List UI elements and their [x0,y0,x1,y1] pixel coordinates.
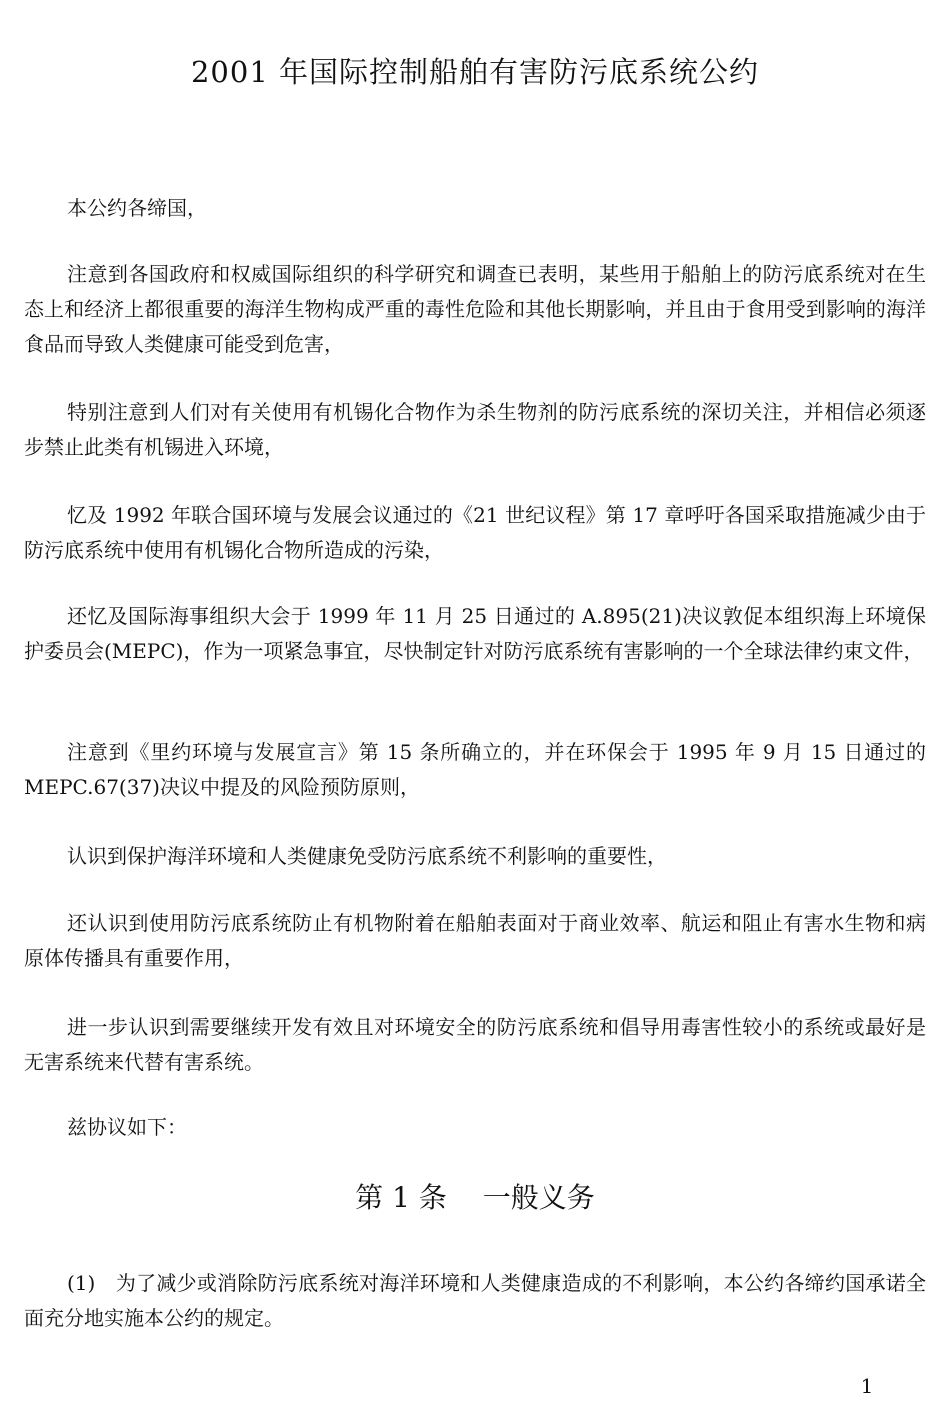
preamble-paragraph: 还认识到使用防污底系统防止有机物附着在船舶表面对于商业效率、航运和阻止有害水生物和病原体传播具有重要作用， [24,911,926,970]
preamble-paragraph: 进一步认识到需要继续开发有效且对环境安全的防污底系统和倡导用毒害性较小的系统或最好是无害系统来代替有害系统。 [24,1015,926,1074]
preamble-paragraph: 认识到保护海洋环境和人类健康免受防污底系统不利影响的重要性， [67,844,667,868]
article-title-text: 一般义务 [482,1181,595,1214]
preamble-paragraph: 注意到各国政府和权威国际组织的科学研究和调查已表明，某些用于船舶上的防污底系统对在生态上和经济上都很重要的海洋生物构成严重的毒性危险和其他长期影响，并且由于食用受到影响的海洋食品而导致人类健康可能受到危害， [24,262,926,356]
article-number: 第 1 条 [355,1181,447,1214]
article-heading [0,1176,950,1220]
preamble-opening: 本公约各缔国， [67,196,207,220]
document-title: 2001 年国际控制船舶有害防污底系统公约 [190,55,760,89]
preamble-paragraph: 注意到《里约环境与发展宣言》第 15 条所确立的，并在环保会于 1995 年 9 月 15 日通过的 MEPC.67(37)决议中提及的风险预防原则， [24,740,926,799]
preamble-paragraph: 忆及 1992 年联合国环境与发展会议通过的《21 世纪议程》第 17 章呼吁各国采取措施减少由于防污底系统中使用有机锡化合物所造成的污染， [24,503,926,562]
preamble-paragraph: 还忆及国际海事组织大会于 1999 年 11 月 25 日通过的 A.895(21)决议敦促本组织海上环境保护委员会(MEPC)，作为一项紧急事宜，尽快制定针对防污底系统有害影响的一个全球法律约束文件， [24,604,926,663]
preamble-paragraph: 特别注意到人们对有关使用有机锡化合物作为杀生物剂的防污底系统的深切关注，并相信必须逐步禁止此类有机锡进入环境， [24,400,926,459]
page-number: 1 [860,1374,874,1398]
article-clause: (1) 为了减少或消除防污底系统对海洋环境和人类健康造成的不利影响，本公约各缔约国承诺全面充分地实施本公约的规定。 [24,1271,926,1330]
preamble-closing: 兹协议如下： [67,1115,187,1139]
